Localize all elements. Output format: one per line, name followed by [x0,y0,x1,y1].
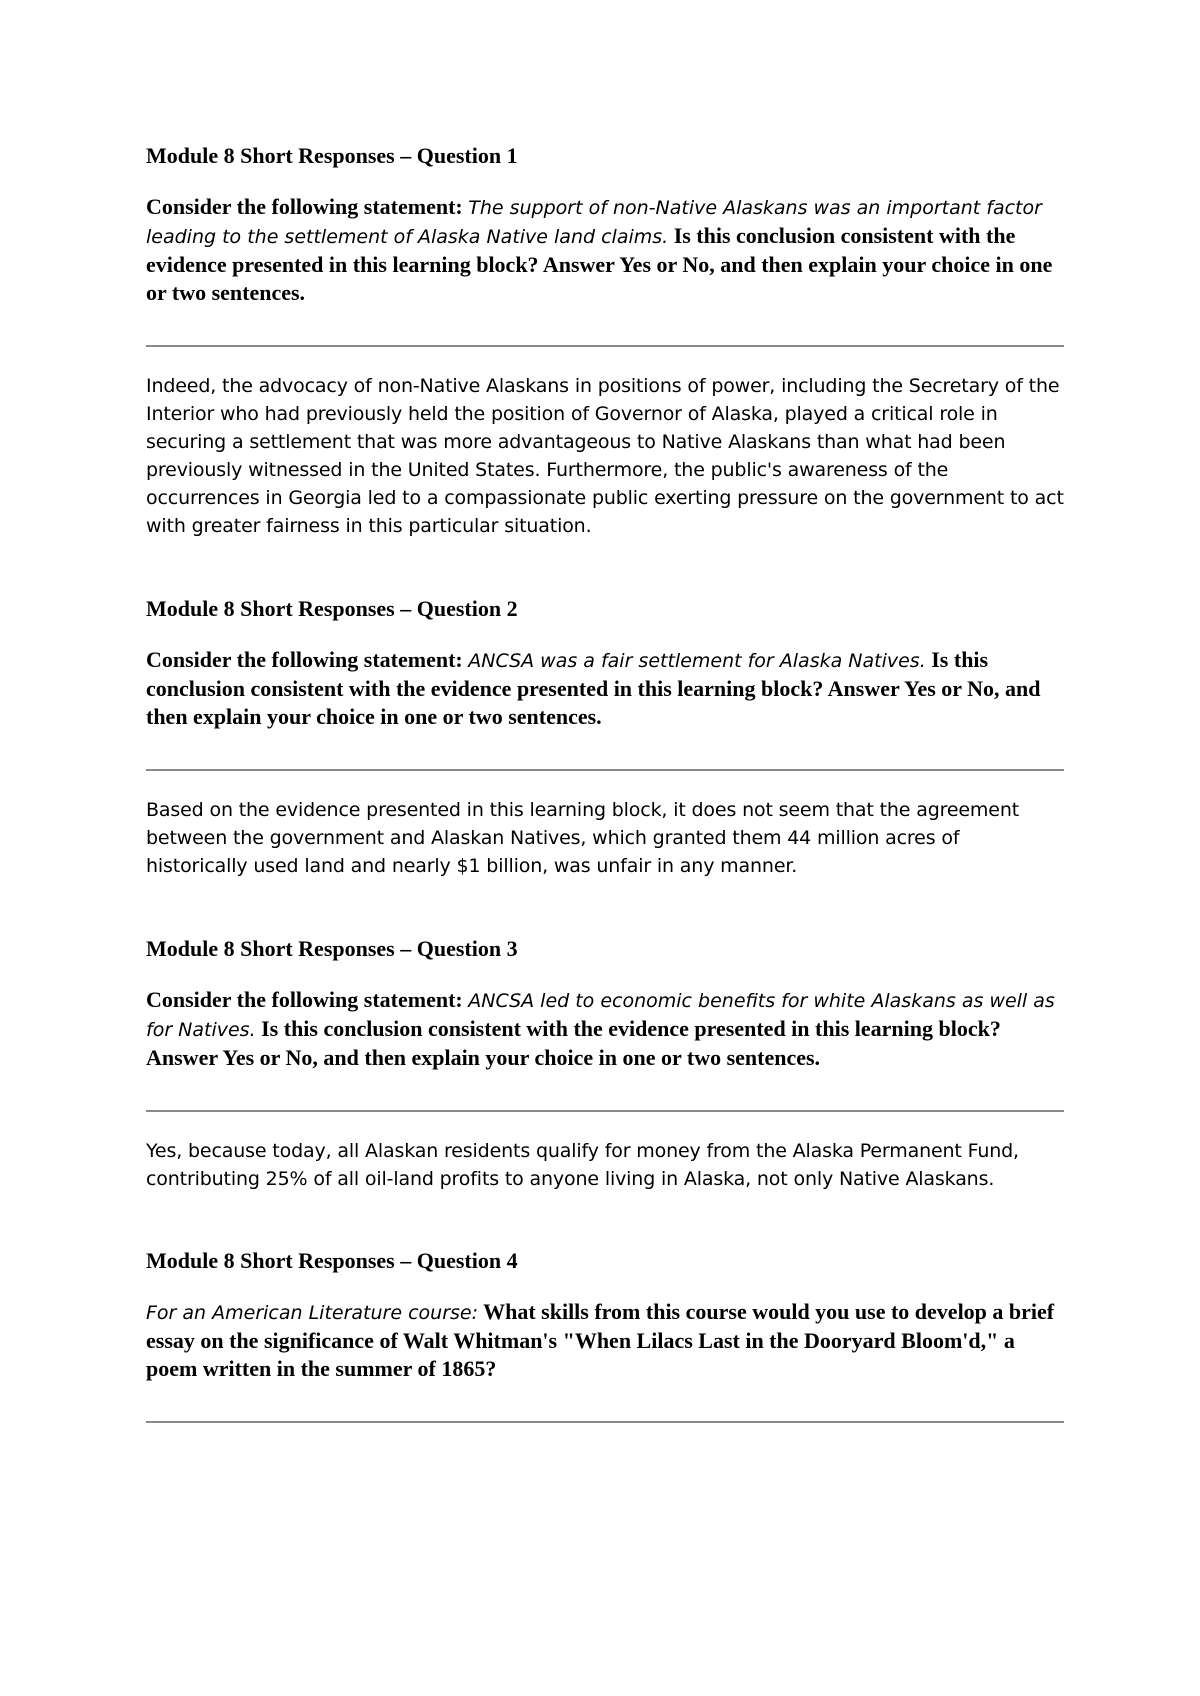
question-4-prompt [146,1298,1064,1383]
question-2-prompt [146,646,1064,731]
question-3-heading: Module 8 Short Responses – Question 3 [146,936,518,961]
question-2-block [146,595,1064,880]
question-2-answer: Based on the evidence presented in this learning block, it does not seem that the agreement between the government and Alaskan Natives, which granted them 44 million acres of historically used land and nearly $1 billion, was unfair in any manner. [146,799,1020,877]
question-1-prompt-lead: Consider the following statement: [146,194,469,219]
question-2-prompt-lead: Consider the following statement: [146,647,469,672]
question-1-prompt [146,193,1064,307]
question-3-block [146,935,1064,1193]
question-4-heading: Module 8 Short Responses – Question 4 [146,1248,518,1273]
question-4-prompt-statement: For an American Literature course: [146,1302,478,1324]
document-page [146,142,1064,1423]
question-4-prompt-tail: What skills from this course would you use to develop a brief essay on the significance of Walt Whitman's "When Lilacs Last in the Dooryard Bloom'd," a poem written in the summer of 1865? [146,1299,1055,1381]
question-3-prompt-lead: Consider the following statement: [146,987,469,1012]
question-1-answer: Indeed, the advocacy of non-Native Alaskans in positions of power, including the Secretary of the Interior who had previously held the position of Governor of Alaska, played a critical role in securing a settlement that was more advantageous to Native Alaskans than what had been previously witnessed in the United States. Furthermore, the public's awareness of the occurrences in Georgia led to a compassionate public exerting pressure on the government to act with greater fairness in this particular situation. [146,375,1064,537]
question-3-prompt-statement: ANCSA led to economic benefits for white Alaskans as well as for Natives. [146,990,1055,1041]
question-2-heading: Module 8 Short Responses – Question 2 [146,596,518,621]
question-4-block [146,1247,1064,1423]
question-2-prompt-statement: ANCSA was a fair settlement for Alaska Natives. [468,650,926,672]
question-4-divider [146,1421,1064,1423]
question-3-answer: Yes, because today, all Alaskan residents qualify for money from the Alaska Permanent Fund, contributing 25% of all oil-land profits to anyone living in Alaska, not only Native Alaskans. [146,1140,1019,1190]
question-2-divider [146,769,1064,771]
question-1-prompt-tail: Is this conclusion consistent with the evidence presented in this learning block? Answer Yes or No, and then explain your choice in one or two sentences. [146,223,1053,305]
question-1-block [146,142,1064,540]
question-2-prompt-tail: Is this conclusion consistent with the evidence presented in this learning block? Answer Yes or No, and then explain your choice in one or two sentences. [146,647,1041,729]
question-1-divider [146,345,1064,347]
question-3-divider [146,1110,1064,1112]
question-1-prompt-statement: The support of non-Native Alaskans was an important factor leading to the settlement of Alaska Native land claims. [146,197,1042,248]
question-1-heading: Module 8 Short Responses – Question 1 [146,143,518,168]
question-3-prompt-tail: Is this conclusion consistent with the evidence presented in this learning block? Answer Yes or No, and then explain your choice in one or two sentences. [146,1016,1001,1070]
question-3-prompt [146,986,1064,1072]
